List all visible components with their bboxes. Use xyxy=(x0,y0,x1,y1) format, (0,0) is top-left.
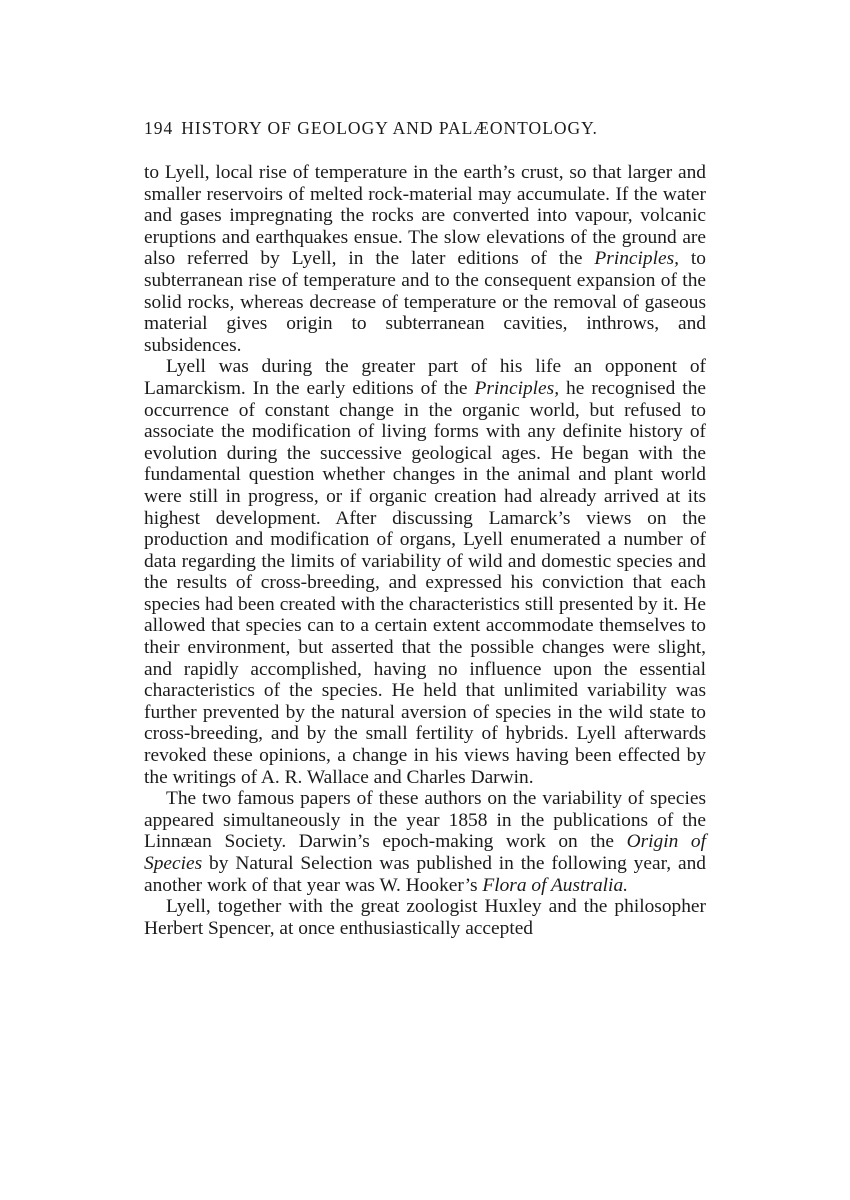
italic-title: Flora of Australia. xyxy=(482,874,628,896)
text-run: Lyell was during the greater part of his life an opponent of Lamarckism. In the early editions of the xyxy=(144,356,706,399)
text-run: Lyell, together with the great zoologist Huxley and the philosopher Herbert Spencer, at once enthusiastically accepted xyxy=(144,896,706,939)
paragraph xyxy=(144,162,706,356)
text-run: by Natural Selection was published in the following year, and another work of that year was W. Hooker’s xyxy=(144,853,706,896)
text-run: to subterranean rise of temperature and to the consequent expansion of the solid rocks, whereas decrease of temperature or the removal of gaseous material gives origin to subterranean cavities, inthrows, and subsidences. xyxy=(144,248,706,356)
italic-title: Principles, xyxy=(594,248,679,270)
paragraph xyxy=(144,896,706,939)
page-number: 194 xyxy=(144,118,174,138)
italic-title: Origin of Species xyxy=(144,831,706,874)
running-header xyxy=(144,118,704,139)
paragraph xyxy=(144,788,706,896)
text-run: The two famous papers of these authors on the variability of species appeared simultaneously in the year 1858 in the publications of the Linnæan Society. Darwin’s epoch-making work on the xyxy=(144,788,706,853)
running-title: HISTORY OF GEOLOGY AND PALÆONTOLOGY. xyxy=(181,118,598,138)
body-text xyxy=(144,162,706,939)
text-run: he recognised the occurrence of constant change in the organic world, but refused to associate the modification of living forms with any definite history of evolution during the successive geological ages. He began with the fundamental question whether changes in the animal and plant world were still in progress, or if organic creation had already arrived at its highest development. After discussing Lamarck’s views on the production and modification of organs, Lyell enumerated a number of data regarding the limits of variability of wild and domestic species and the results of cross-breeding, and expressed his conviction that each species had been created with the characteristics still presented by it. He allowed that species can to a certain extent accommodate themselves to their environment, but asserted that the possible changes were slight, and rapidly accomplished, having no influence upon the essential characteristics of the species. He held that unlimited variability was further prevented by the natural aversion of species in the wild state to cross-breeding, and by the small fertility of hybrids. Lyell afterwards revoked these opinions, a change in his views having been effected by the writings of A. R. Wallace and Charles Darwin. xyxy=(144,377,706,788)
paragraph xyxy=(144,356,706,788)
italic-title: Principles, xyxy=(474,377,560,399)
text-run: to Lyell, local rise of temperature in the earth’s crust, so that larger and smaller reservoirs of melted rock-material may accumulate. If the water and gases impregnating the rocks are converted into vapour, volcanic eruptions and earthquakes ensue. The slow elevations of the ground are also referred by Lyell, in the later editions of the xyxy=(144,162,706,270)
